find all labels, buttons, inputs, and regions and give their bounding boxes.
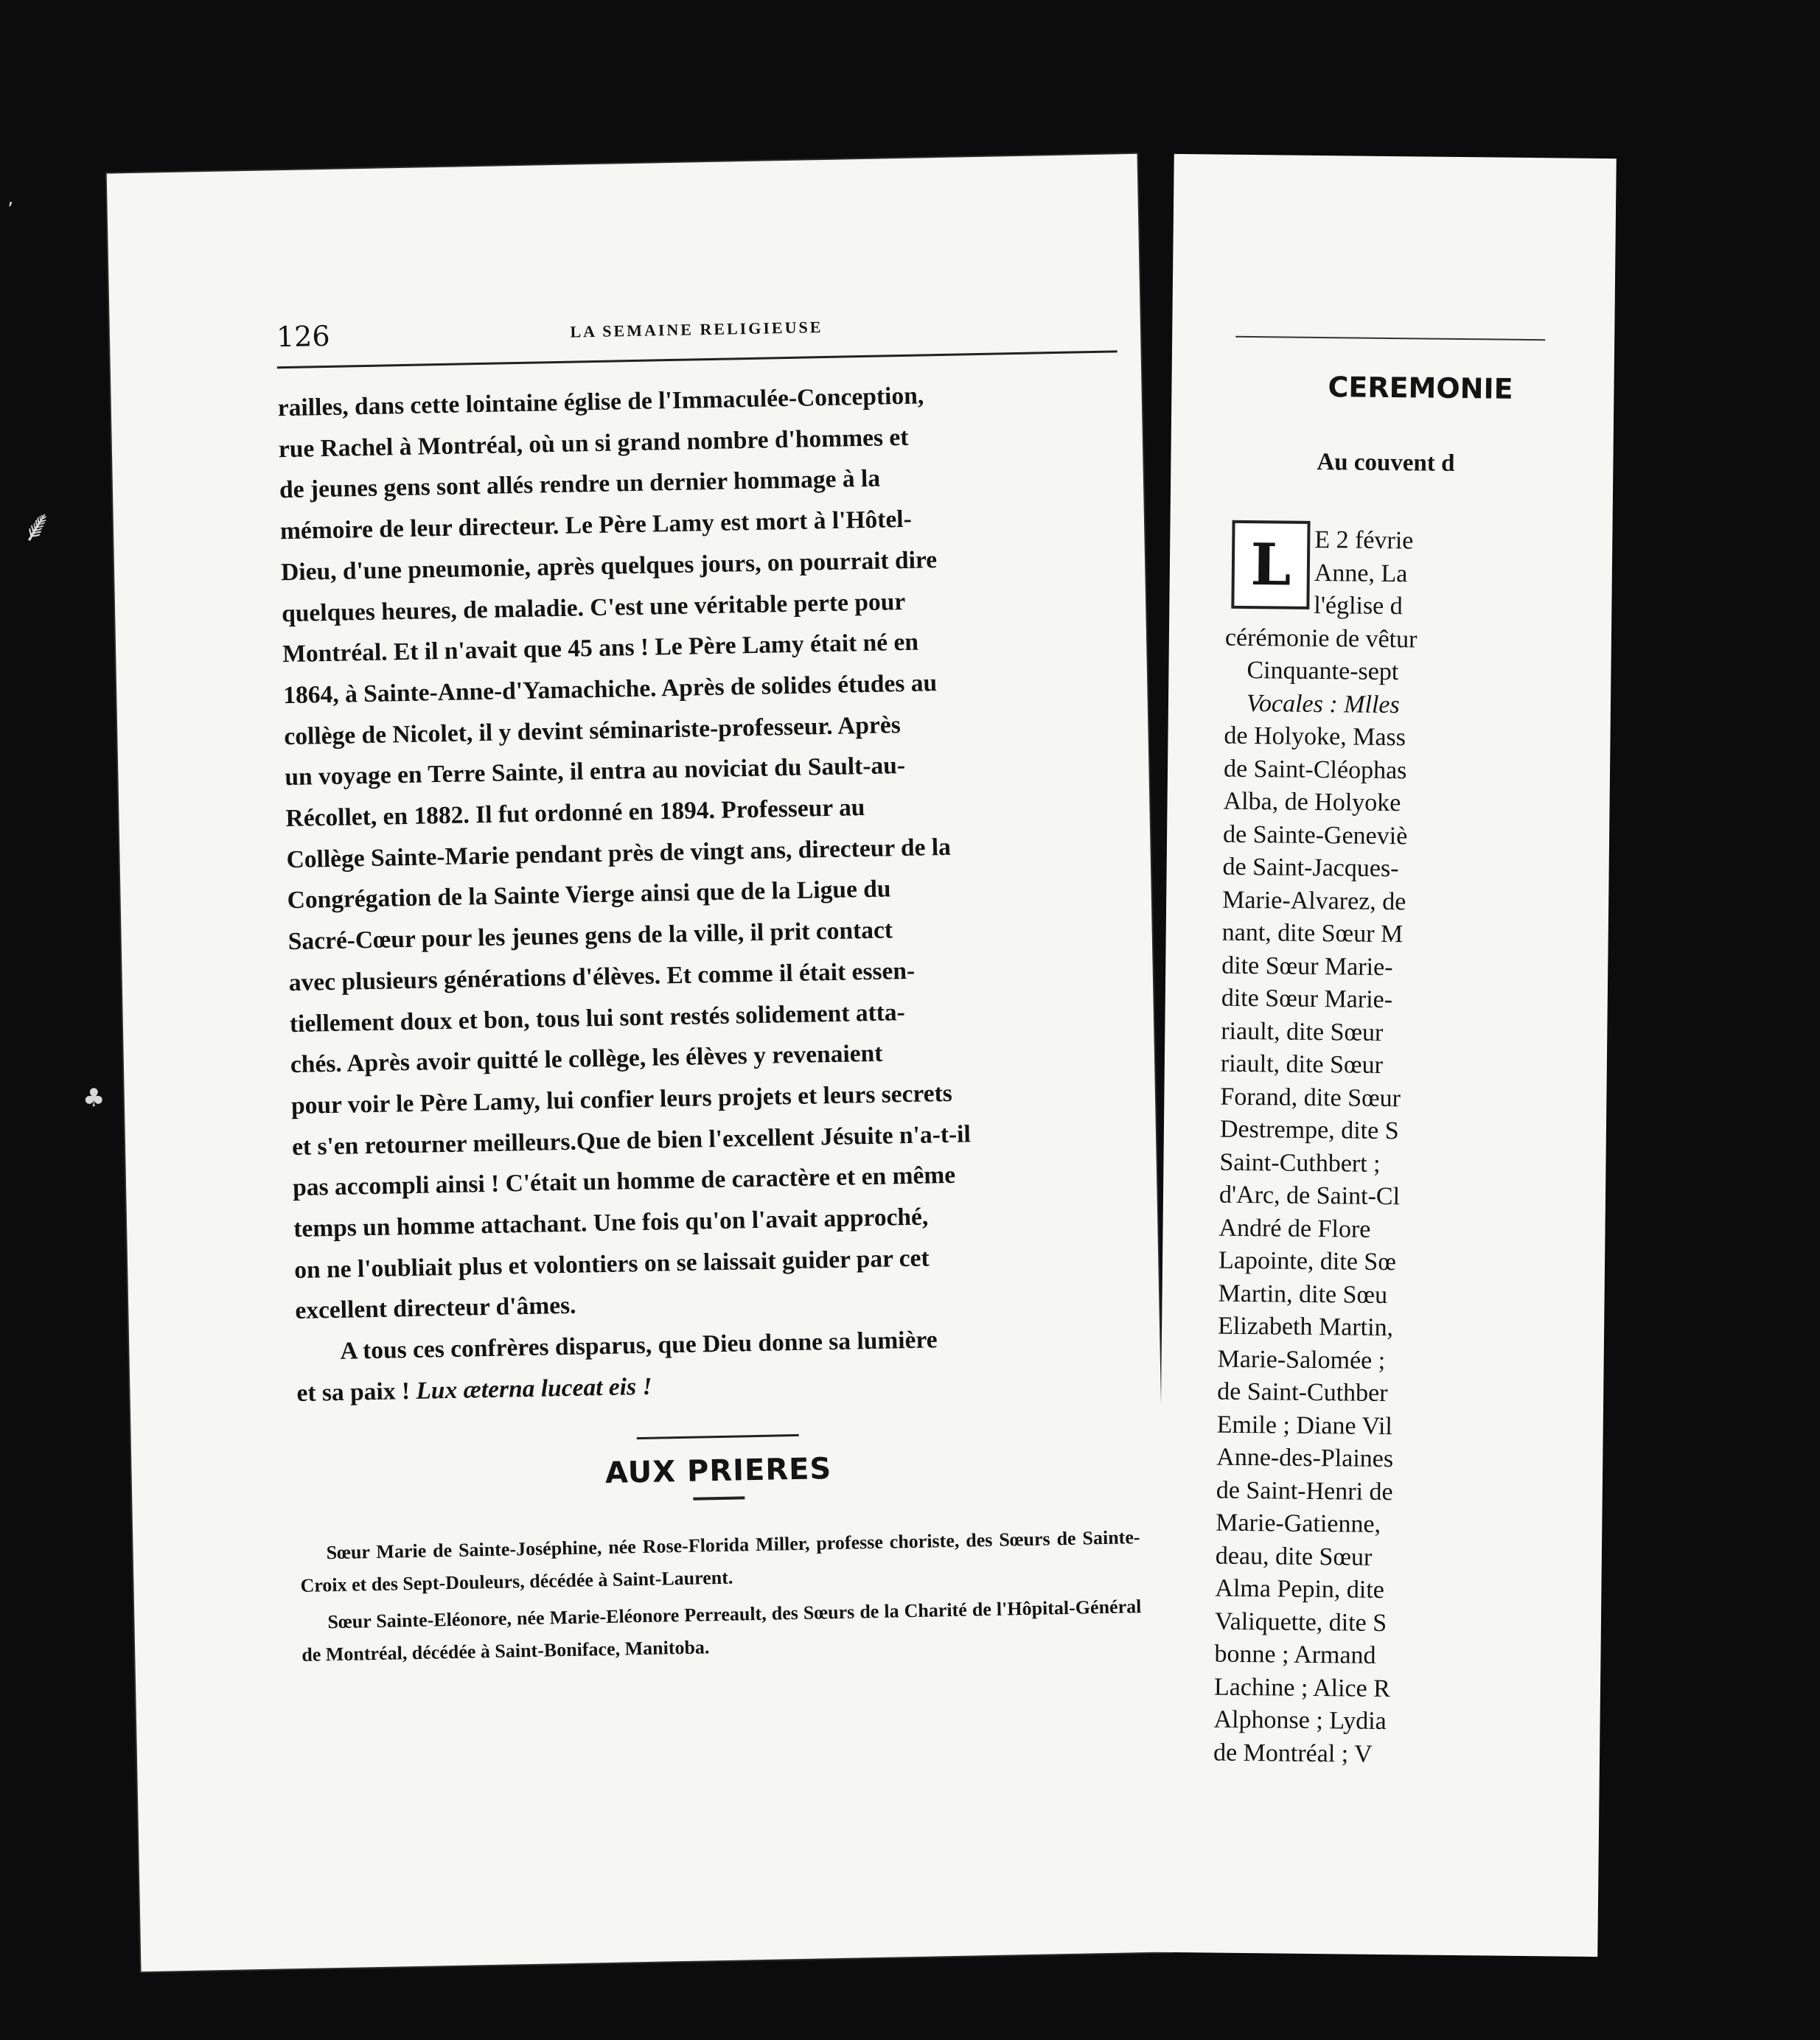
text-line: Cinquante-sept: [1247, 656, 1399, 686]
text-line: Elizabeth Martin,: [1217, 1312, 1394, 1342]
text-line: Alphonse ; Lydia: [1213, 1705, 1387, 1736]
text-line: temps un homme attachant. Une fois qu'on l'avait approché,: [293, 1203, 929, 1243]
text-line: riault, dite Sœur: [1220, 1049, 1384, 1079]
text-line: Saint-Cuthbert ;: [1219, 1148, 1381, 1178]
left-page: [107, 154, 1172, 1971]
text-line: 1864, à Sainte-Anne-d'Yamachiche. Après de solides études au: [282, 669, 938, 710]
text-line: tiellement doux et bon, tous lui sont restés solidement atta-: [289, 998, 906, 1038]
text-line: excellent directeur d'âmes.: [295, 1292, 576, 1325]
text-line: Marie-Alvarez, de: [1222, 886, 1406, 915]
heading-rule: [693, 1496, 745, 1500]
running-head: [276, 301, 1118, 368]
obituary-notice: Sœur Sainte-Eléonore, née Marie-Eléonore Perreault, des Sœurs de la Charité de l'Hôpital-Général de Montréal, décédée à Saint-Boniface, Manitoba.: [301, 1595, 1142, 1666]
text-line: collège de Nicolet, il y devint séminariste-professeur. Après: [284, 710, 902, 750]
text-line: de Saint-Cléophas: [1223, 755, 1407, 784]
text-line: avec plusieurs générations d'élèves. Et comme il était essen-: [288, 957, 916, 996]
text-line: de Holyoke, Mass: [1224, 722, 1406, 752]
text-line: Anne, La: [1314, 559, 1408, 587]
text-line: Sacré-Cœur pour les jeunes gens de la ville, il prit contact: [287, 916, 893, 956]
text-line: Martin, dite Sœu: [1218, 1279, 1388, 1309]
text-line: mémoire de leur directeur. Le Père Lamy est mort à l'Hôtel-: [279, 505, 913, 545]
text-line: cérémonie de vêtur: [1224, 623, 1418, 653]
text-line: quelques heures, de maladie. C'est une véritable perte pour: [281, 587, 906, 627]
text-line: de jeunes gens sont allés rendre un dernier hommage à la: [279, 464, 881, 504]
text-line: Congrégation de la Sainte Vierge ainsi que de la Ligue du: [287, 875, 891, 915]
right-page-rule: [1235, 336, 1545, 340]
text-line: Collège Sainte-Marie pendant près de vingt ans, directeur de la: [286, 833, 952, 873]
text-line: un voyage en Terre Sainte, il entra au noviciat du Sault-au-: [285, 752, 906, 792]
right-page: [1155, 154, 1617, 1957]
closing-paragraph: [296, 1316, 1137, 1414]
text-line: et sa paix !: [296, 1377, 416, 1407]
text-line: dite Sœur Marie-: [1221, 984, 1393, 1014]
scan-mark: ⸙: [21, 500, 54, 552]
journal-title: LA SEMAINE RELIGIEUSE: [570, 318, 823, 341]
text-line: de Montréal ; V: [1213, 1739, 1373, 1768]
text-line: on ne l'oubliait plus et volontiers on se laissait guider par cet: [293, 1244, 930, 1284]
page-number: 126: [276, 319, 330, 354]
text-line: Anne-des-Plaines: [1216, 1443, 1394, 1473]
section-heading: AUX PRIERES: [604, 1451, 832, 1490]
text-line: Forand, dite Sœur: [1220, 1083, 1401, 1112]
text-line: l'église d: [1314, 591, 1403, 621]
right-page-body: [1213, 523, 1816, 1775]
text-line: Lapointe, dite Sœ: [1218, 1246, 1397, 1276]
latin-phrase: Lux æterna luceat eis !: [416, 1372, 652, 1405]
text-line: riault, dite Sœur: [1221, 1017, 1384, 1047]
right-page-subheading: Au couvent d: [1317, 448, 1455, 477]
text-line: de Saint-Henri de: [1216, 1476, 1393, 1506]
scan-mark: ♣: [83, 1083, 105, 1113]
text-line: de Saint-Jacques-: [1222, 853, 1399, 883]
text-line: chés. Après avoir quitté le collège, les élèves y revenaient: [290, 1039, 883, 1079]
text-line: Marie-Gatienne,: [1216, 1509, 1381, 1538]
text-line: Récollet, en 1882. Il fut ordonné en 1894. Professeur au: [285, 794, 865, 833]
text-line: Vocales : Mlles: [1246, 689, 1400, 719]
text-line: Valiquette, dite S: [1214, 1607, 1387, 1637]
article-body: [277, 371, 1137, 1414]
text-line: André de Flore: [1218, 1214, 1371, 1243]
article-paragraph: [277, 371, 1135, 1332]
text-line: de Saint-Cuthber: [1217, 1377, 1388, 1408]
right-page-heading: CEREMONIE: [1328, 371, 1513, 405]
text-line: E 2 févrie: [1314, 525, 1414, 555]
section-divider: [637, 1434, 799, 1439]
text-line: rue Rachel à Montréal, où un si grand nombre d'hommes et: [278, 423, 909, 463]
text-line: Alba, de Holyoke: [1223, 787, 1401, 817]
text-line: Dieu, d'une pneumonie, après quelques jours, on pourrait dire: [280, 545, 938, 587]
obituary-notices: [299, 1521, 1142, 1672]
left-page-content: [276, 301, 1143, 1675]
text-line: railles, dans cette lointaine église de l'Immaculée-Conception,: [277, 382, 924, 422]
text-line: et s'en retourner meilleurs.Que de bien l'excellent Jésuite n'a-t-il: [291, 1120, 972, 1161]
text-line: Emile ; Diane Vil: [1216, 1411, 1393, 1440]
text-line: pour voir le Père Lamy, lui confier leurs projets et leurs secrets: [290, 1079, 953, 1120]
scan-mark: ʼ: [7, 199, 14, 221]
text-line: bonne ; Armand: [1214, 1640, 1376, 1669]
text-line: Lachine ; Alice R: [1213, 1673, 1391, 1702]
text-line: Marie-Salomée ;: [1217, 1345, 1386, 1374]
text-line: Alma Pepin, dite: [1215, 1574, 1385, 1604]
text-line: dite Sœur Marie-: [1221, 951, 1393, 981]
text-line: Destrempe, dite S: [1219, 1115, 1399, 1145]
text-line: deau, dite Sœur: [1215, 1542, 1373, 1571]
ornamental-dropcap: L: [1231, 520, 1310, 609]
text-line: nant, dite Sœur M: [1221, 918, 1404, 949]
text-line: Montréal. Et il n'avait que 45 ans ! Le Père Lamy était né en: [282, 628, 919, 668]
text-line: d'Arc, de Saint-Cl: [1218, 1181, 1401, 1211]
text-line: A tous ces confrères disparus, que Dieu donne sa lumière: [340, 1326, 938, 1366]
text-line: pas accompli ainsi ! C'était un homme de caractère et en même: [292, 1162, 956, 1202]
obituary-notice: Sœur Marie de Sainte-Joséphine, née Rose-Florida Miller, professe choriste, des Sœurs de Sainte-Croix et des Sept-Douleurs, décédée à Saint-Laurent.: [300, 1526, 1140, 1596]
text-line: de Sainte-Geneviè: [1222, 820, 1408, 850]
